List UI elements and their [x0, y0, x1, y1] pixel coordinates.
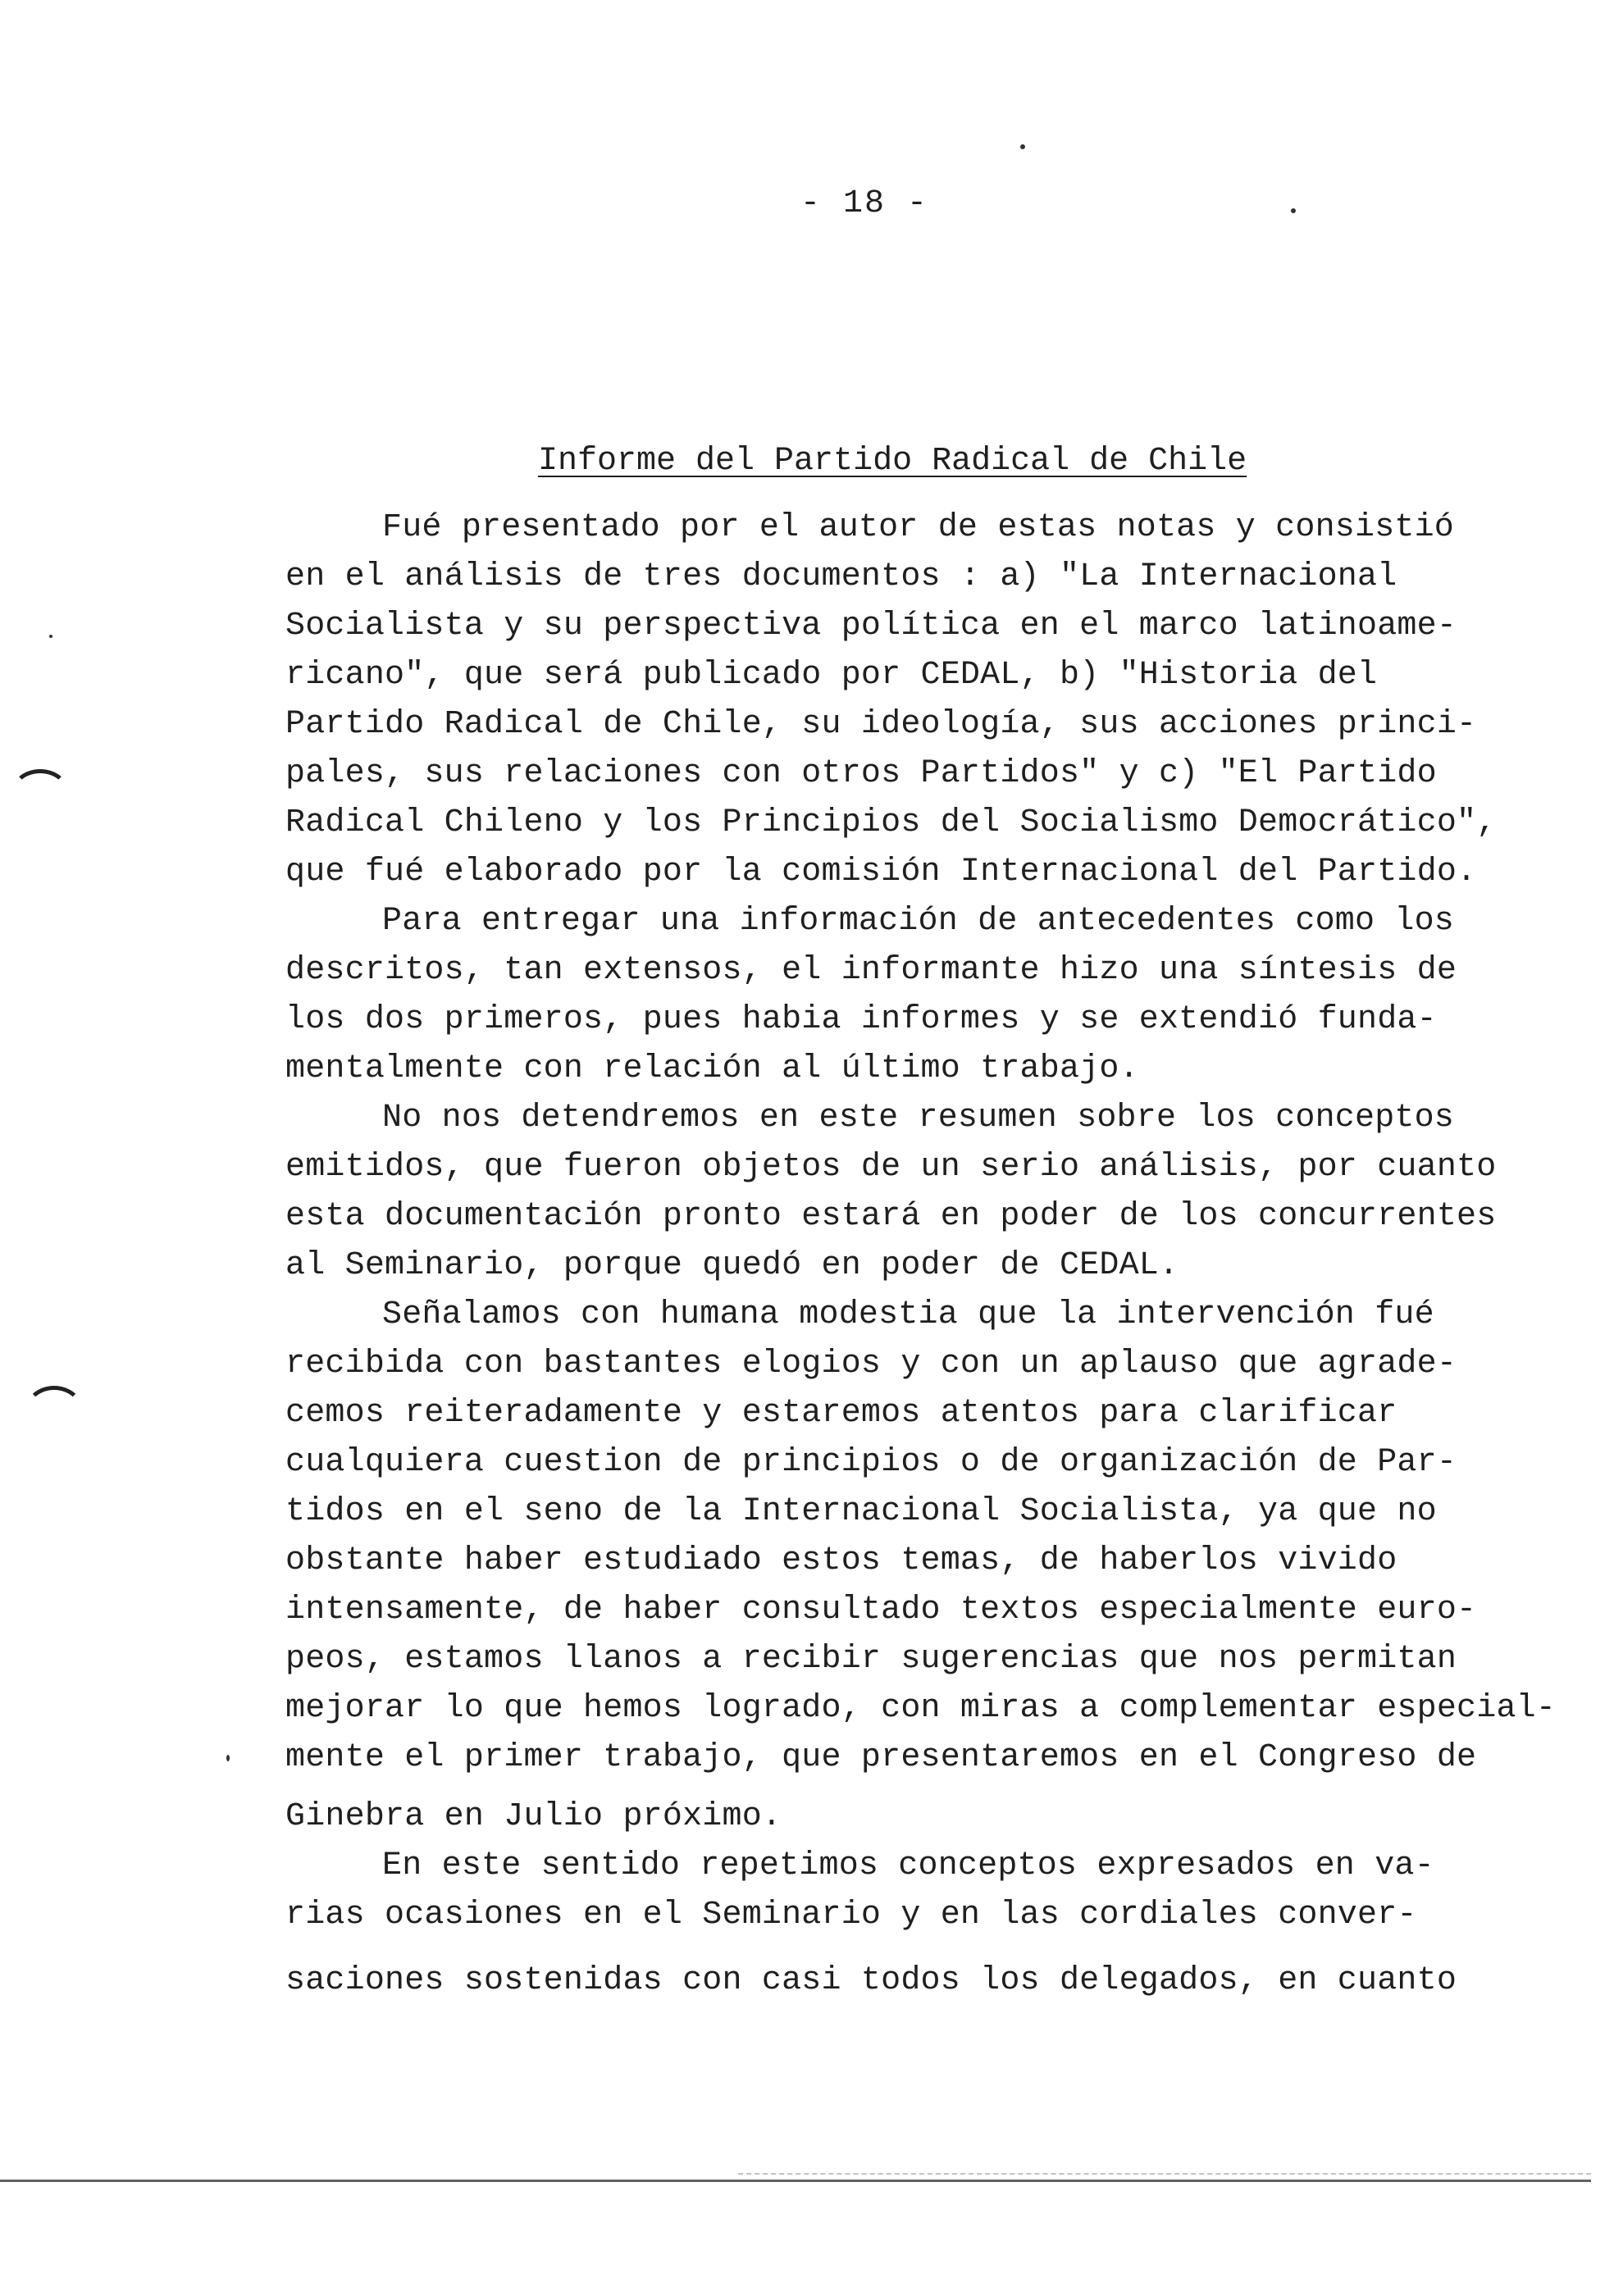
text-line: mentalmente con relación al último trabajo.	[285, 1050, 1139, 1087]
scan-speck	[49, 635, 52, 638]
text-line: intensamente, de haber consultado textos especialmente euro-	[285, 1592, 1477, 1629]
text-line: En este sentido repetimos conceptos expresados en va-	[382, 1847, 1434, 1884]
scan-speck	[226, 1755, 230, 1761]
text-line: los dos primeros, pues habia informes y se extendió funda-	[285, 1001, 1437, 1038]
page-number: - 18 -	[800, 185, 929, 222]
binder-hole-mark-bottom	[25, 1386, 84, 1437]
text-line: peos, estamos llanos a recibir sugerencias que nos permitan	[285, 1641, 1457, 1678]
text-line: en el análisis de tres documentos : a) "La Internacional	[285, 558, 1397, 595]
text-line: No nos detendremos en este resumen sobre los conceptos	[382, 1100, 1455, 1137]
text-line: Radical Chileno y los Principios del Socialismo Democrático",	[285, 804, 1497, 841]
text-line: mente el primer trabajo, que presentaremos en el Congreso de	[285, 1739, 1477, 1776]
scan-speck	[1020, 144, 1025, 149]
text-line: Ginebra en Julio próximo.	[285, 1798, 782, 1835]
text-line: Señalamos con humana modestia que la intervención fué	[382, 1296, 1434, 1333]
text-line: tidos en el seno de la Internacional Socialista, ya que no	[285, 1493, 1437, 1530]
text-line: esta documentación pronto estará en poder de los concurrentes	[285, 1198, 1497, 1235]
scan-speck	[1291, 208, 1296, 213]
binder-hole-mark-top	[11, 769, 69, 815]
text-line: obstante haber estudiado estos temas, de haberlos vivido	[285, 1542, 1397, 1579]
text-line: Socialista y su perspectiva política en el marco latinoame-	[285, 608, 1457, 645]
section-title: Informe del Partido Radical de Chile	[538, 443, 1247, 480]
text-line: pales, sus relaciones con otros Partidos" y c) "El Partido	[285, 755, 1437, 792]
text-line: saciones sostenidas con casi todos los delegados, en cuanto	[285, 1962, 1457, 1999]
text-line: rias ocasiones en el Seminario y en las cordiales conver-	[285, 1897, 1417, 1934]
text-line: cemos reiteradamente y estaremos atentos para clarificar	[285, 1395, 1397, 1432]
text-line: al Seminario, porque quedó en poder de CEDAL.	[285, 1247, 1179, 1284]
footer-rule	[0, 2180, 1591, 2182]
text-line: Partido Radical de Chile, su ideología, sus acciones princi-	[285, 706, 1477, 743]
text-line: cualquiera cuestion de principios o de organización de Par-	[285, 1444, 1457, 1481]
text-line: descritos, tan extensos, el informante hizo una síntesis de	[285, 952, 1457, 989]
text-line: recibida con bastantes elogios y con un aplauso que agrade-	[285, 1346, 1457, 1383]
text-line: que fué elaborado por la comisión Internacional del Partido.	[285, 854, 1477, 891]
text-line: Fué presentado por el autor de estas notas y consistió	[382, 509, 1455, 546]
text-line: emitidos, que fueron objetos de un serio análisis, por cuanto	[285, 1149, 1497, 1186]
text-line: ricano", que será publicado por CEDAL, b) "Historia del	[285, 657, 1378, 694]
text-line: mejorar lo que hemos logrado, con miras a complementar especial-	[285, 1690, 1557, 1727]
footer-rule-faint	[738, 2173, 1591, 2175]
text-line: Para entregar una información de antecedentes como los	[382, 903, 1455, 940]
